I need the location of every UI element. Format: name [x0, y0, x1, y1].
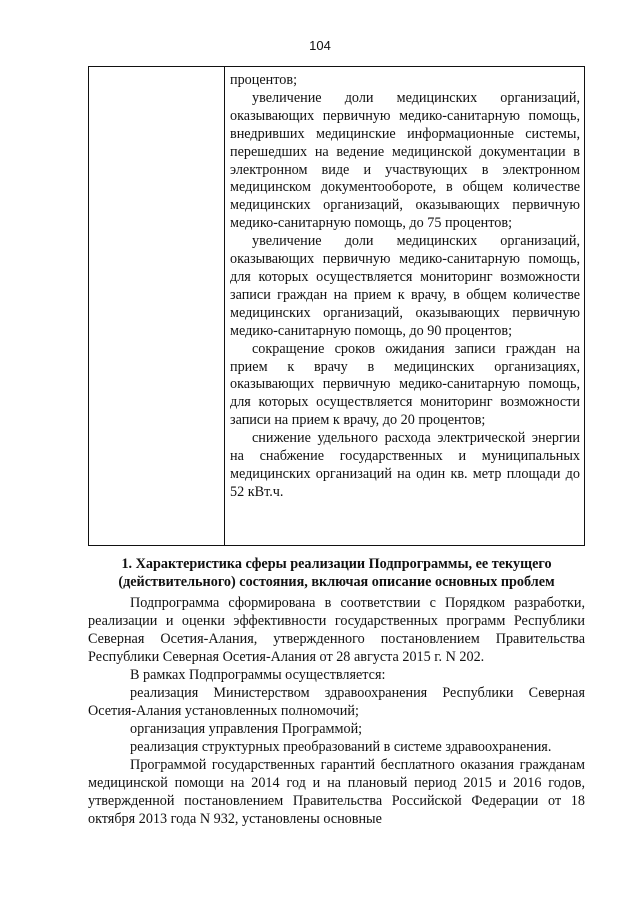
body-paragraph: Программой государственных гарантий бесплатного оказания гражданам медицинской помощи на 2014 год и на плановый период 2015 и 2016 годов, утвержденной постановлением Правительства Российской Федерации от 18 октября 2013 года N 932, установлены основные [88, 757, 585, 827]
section-body [88, 555, 585, 828]
table-cell-indicators [230, 72, 580, 502]
body-paragraph: реализация Министерством здравоохранения Республики Северная Осетия-Алания установленных полномочий; [88, 685, 585, 719]
indicator-item: сокращение сроков ожидания записи граждан на прием к врачу в медицинских организациях, оказывающих первичную медико-санитарную помощь, для которых осуществляется мониторинг возможности записи на прием к врачу, до 20 процентов; [230, 340, 580, 429]
indicator-item: увеличение доли медицинских организаций, оказывающих первичную медико-санитарную помощь, для которых осуществляется мониторинг возможности записи граждан на прием к врачу, в общем количестве медицинских организаций, оказывающих первичную медико-санитарную помощь, до 90 процентов; [230, 233, 580, 339]
body-paragraph: В рамках Подпрограммы осуществляется: [130, 667, 386, 683]
indicator-item: снижение удельного расхода электрической энергии на снабжение государственных и муниципальных медицинских организаций на один кв. метр площади до 52 кВт.ч. [230, 430, 580, 500]
body-paragraph: реализация структурных преобразований в системе здравоохранения. [130, 739, 552, 755]
page-number: 104 [309, 38, 331, 53]
table-column-divider [224, 67, 225, 545]
section-heading: 1. Характеристика сферы реализации Подпрограммы, ее текущего (действительного) состояния, включая описание основных проблем [118, 556, 555, 590]
indicators-table [88, 66, 585, 546]
table-cell-lead: процентов; [230, 72, 298, 88]
body-paragraph: Подпрограмма сформирована в соответствии с Порядком разработки, реализации и оценки эффективности государственных программ Республики Северная Осетия-Алания, утвержденного постановлением Правительства Республики Северная Осетия-Алания от 28 августа 2015 г. N 202. [88, 595, 585, 665]
body-paragraph: организация управления Программой; [130, 721, 363, 737]
indicator-item: увеличение доли медицинских организаций, оказывающих первичную медико-санитарную помощь, внедривших медицинские информационные системы, перешедших на ведение медицинской документации в электронном виде и участвующих в электронном медицинском документообороте, в общем количестве медицинских организаций, оказывающих первичную медико-санитарную помощь, до 75 процентов; [230, 89, 580, 232]
